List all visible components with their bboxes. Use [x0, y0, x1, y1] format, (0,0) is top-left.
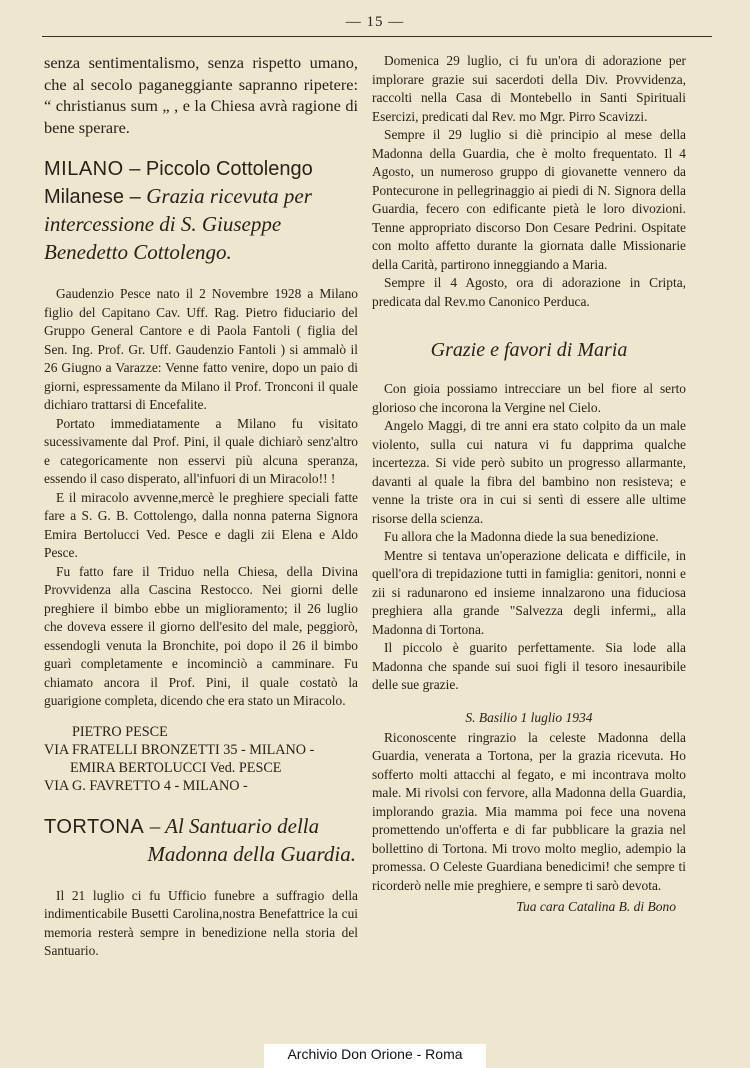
- milano-title: Grazia ricevuta per intercessione di S. Giuseppe Benedetto Cottolengo.: [44, 184, 312, 265]
- letter-signature: Tua cara Catalina B. di Bono: [516, 899, 676, 914]
- page-number: — 15 —: [345, 14, 405, 30]
- tortona-heading: [44, 813, 358, 869]
- section-title: Grazie e favori di Maria: [430, 339, 628, 361]
- left-column: [44, 52, 358, 961]
- letter-location-date: S. Basilio 1 luglio 1934: [465, 709, 593, 725]
- signature-address-2: VIA G. FAVRETTO 4 - MILANO -: [44, 777, 248, 794]
- milano-paragraph-1: Gaudenzio Pesce nato il 2 Novembre 1928 a Milano figlio del Capitano Cav. Uff. Rag. Pietro fiduciario del Gruppo General Cantore e di Paola Fantoli ( figlia del Sen. Ing. Prof. Gr. Uff. Gaudenzio Fantoli ) si ammalò il 26 Giugno a Varazze: Venne fatto venire, dopo un paio di giorni, espressamente da Milano il Prof. Tronconi il quale dichiaro trattarsi di Encefalite.: [44, 286, 358, 413]
- grazie-paragraph-5: Il piccolo è guarito perfettamente. Sia lode alla Madonna che spande sui suoi figli il tesoro inesauribile delle sue grazie.: [372, 640, 686, 692]
- signature-name-1: PIETRO PESCE: [72, 723, 168, 740]
- intro-paragraph: senza sentimentalismo, senza rispetto umano, che al secolo paganeggiante sapranno ripetere: “ christianus sum „ , e la Chiesa avrà ragione di bene sperare.: [44, 53, 358, 137]
- right-column: [372, 52, 686, 915]
- grazie-paragraph-4: Mentre si tentava un'operazione delicata e difficile, in quell'ora di trepidazione tutti in famiglia: genitori, nonni e zii si radunarono ed insieme innalzarono una fiduciosa preghiera alla grande "Salvezza degli infermi„ alla Madonna di Tortona.: [372, 547, 686, 637]
- signature-address-1: VIA FRATELLI BRONZETTI 35 - MILANO -: [44, 741, 315, 758]
- right-paragraph-2: Sempre il 29 luglio si diè principio al mese della Madonna della Guardia, che è molto frequentato. Il 4 Agosto, un numeroso gruppo di giovanette vennero da Pontecurone in pellegrinaggio ai piedi di N. Signora della Guardia, fecero con edificante pietà le loro divozioni. Tenne appropriato discorso Don Cesare Pedrini. Ospitate con molto affetto durante la giornata dalle Missionarie della Carità, partirono inneggiando a Maria.: [372, 127, 686, 272]
- milano-place: MILANO: [44, 158, 124, 181]
- signature-block: [44, 723, 358, 795]
- right-paragraph-3: Sempre il 4 Agosto, ora di adorazione in Cripta, predicata dal Rev.mo Canonico Perduca.: [372, 275, 686, 309]
- milano-subtitle: – Piccolo Cottolengo Milanese –: [44, 158, 313, 209]
- tortona-place: TORTONA: [44, 815, 145, 838]
- grazie-paragraph-1: Con gioia possiamo intrecciare un bel fiore al serto glorioso che incorona la Vergine nel Cielo.: [372, 381, 686, 415]
- signature-name-2: EMIRA BERTOLUCCI Ved. PESCE: [70, 759, 282, 776]
- tortona-title-2: Madonna della Guardia.: [147, 841, 356, 866]
- header-rule: [42, 36, 712, 37]
- tortona-paragraph: Il 21 luglio ci fu Ufficio funebre a suffragio della indimenticabile Busetti Carolina,nostra Benefattrice la cui memoria resterà sempre in benedizione nella storia del Santuario.: [44, 887, 358, 959]
- right-paragraph-1: Domenica 29 luglio, ci fu un'ora di adorazione per implorare grazie sui sacerdoti della Div. Provvidenza, raccolti nella Casa di Montebello in Santi Spirituali Esercizi, predicati dal Rev. mo Mgr. Pirro Scavizzi.: [372, 53, 686, 124]
- milano-paragraph-2: Portato immediatamente a Milano fu visitato sucessivamente dal Prof. Pini, il quale dichiarò senz'altro e categoricamente non esservi più alcuna speranza, essendo il caso disperato, all'infuori di un Miracolo!! !: [44, 415, 358, 487]
- archive-caption: Archivio Don Orione - Roma: [287, 1046, 463, 1062]
- milano-paragraph-3: E il miracolo avvenne,mercè le preghiere speciali fatte fare a S. G. B. Cottolengo, dalla nonna paterna Signora Emira Bertolucci Ved. Pesce e dagli zii Elena e Aldo Pesce.: [44, 489, 358, 561]
- milano-heading: [44, 156, 358, 267]
- tortona-title-1: – Al Santuario della: [149, 813, 320, 838]
- letter-paragraph: Riconoscente ringrazio la celeste Madonna della Guardia, venerata a Tortona, per la grazia ricevuta. Ho sofferto molti attacchi al fegato, e mi incontrava molto male. Mi rivolsi con fervore, alla Madonna della Guardia, implorando grazia. Mia mamma poi fece una novena promettendo un'offerta e di far pubblicare la grazia nel bollettino di Tortona. Mi trovo molto meglio, adempio la promessa. O Celeste Guardiana benedicimi! che sempre ti ricorderò nelle mie preghiere, e sempre ti sarò devota.: [372, 729, 686, 893]
- grazie-paragraph-2: Angelo Maggi, di tre anni era stato colpito da un male violento, sulla cui natura vi fu dapprima qualche incertezza. Si vide però subito un progresso allarmante, davanti al quale la fibra del bambino non resisteva; e venne la triste ora in cui si sentì di essere alle ultime risorse della scienza.: [372, 418, 686, 526]
- milano-paragraph-4: Fu fatto fare il Triduo nella Chiesa, della Divina Provvidenza alla Cascina Restocco. Nei giorni delle preghiere il bimbo ebbe un miglioramento; il 26 luglio che doveva essere il giorno dell'esito del male, peggiorò, essendogli venuta la Bronchite, poi dopo il 26 il bimbo guarì completamente e incominciò a camminare. Fu chiamato ancora il Prof. Pini, il quale costatò la guarigione completa, dicendo che era stato un Miracolo.: [44, 563, 358, 709]
- grazie-paragraph-3: Fu allora che la Madonna diede la sua benedizione.: [384, 529, 659, 544]
